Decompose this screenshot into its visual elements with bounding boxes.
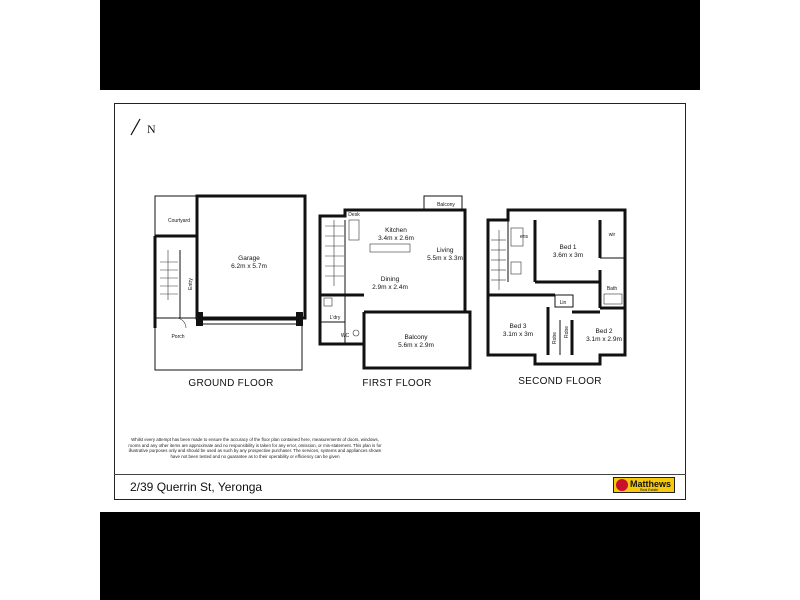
balcony-name-label: Balcony xyxy=(404,334,428,341)
bed1-name-label: Bed 1 xyxy=(559,244,577,251)
dining-dims-label: 2.9m x 2.4m xyxy=(372,284,408,291)
living-dims-label: 5.5m x 3.3m xyxy=(427,255,463,262)
second-floor-stairs xyxy=(491,230,506,290)
second-floor-plan xyxy=(488,210,625,387)
laundry-label: L'dry xyxy=(329,315,341,321)
top-balcony-label: Balcony xyxy=(437,202,455,208)
living-name-label: Living xyxy=(436,247,454,254)
courtyard-label: Courtyard xyxy=(168,218,190,224)
north-compass-icon xyxy=(131,119,156,136)
logo-name: Matthews xyxy=(630,479,672,489)
robe-left-label: Robe xyxy=(552,332,558,344)
porch-area xyxy=(155,318,302,370)
porch-label: Porch xyxy=(171,334,185,340)
second-floor-title: SECOND FLOOR xyxy=(518,376,602,387)
bath-label: Bath xyxy=(606,286,618,292)
kitchen-island xyxy=(370,244,410,252)
disclaimer-text: Whilst every attempt has been made to ensure the accuracy of the floor plan contained here, measurements of doors, windows, rooms and any other items are approximate and no responsibility is taken for any error, omission, or mis-statement. This plan is for illustrative purposes only and should be used as such by any prospective purchaser. The services, systems and appliances shown have not been tested and no guarantee as to their operability or efficiency can be given xyxy=(128,437,382,459)
wir-label: wir xyxy=(608,232,616,238)
garage-name-label: Garage xyxy=(238,255,260,262)
balcony-dims-label: 5.6m x 2.9m xyxy=(398,342,434,349)
wc-label: WC xyxy=(340,333,350,339)
courtyard-area xyxy=(155,196,197,236)
ground-floor-title: GROUND FLOOR xyxy=(188,378,274,389)
bed1-dims-label: 3.6m x 3m xyxy=(552,252,584,259)
robe-right-label: Robe xyxy=(564,326,570,338)
desk-label: Desk xyxy=(348,212,360,218)
first-floor-plan xyxy=(320,196,470,389)
kitchen-dims-label: 3.4m x 2.6m xyxy=(378,235,414,242)
agency-logo xyxy=(613,477,675,493)
bed3-name-label: Bed 3 xyxy=(509,323,527,330)
footer-divider xyxy=(114,474,686,475)
bed3-dims-label: 3.1m x 3m xyxy=(502,331,534,338)
first-floor-title: FIRST FLOOR xyxy=(362,378,432,389)
linen-label: Lin xyxy=(559,300,567,306)
compass-label: N xyxy=(147,122,156,136)
bed2-name-label: Bed 2 xyxy=(595,328,613,335)
first-floor-stairs xyxy=(325,220,344,286)
entry-label: Entry xyxy=(188,278,194,290)
logo-emblem-icon xyxy=(616,479,628,491)
ground-stairs xyxy=(160,250,178,300)
kitchen-name-label: Kitchen xyxy=(385,227,407,234)
ensuite-label: ens xyxy=(519,234,529,240)
garage-dims-label: 6.2m x 5.7m xyxy=(231,263,267,270)
logo-subtitle: Real Estate xyxy=(640,488,659,492)
ground-floor-plan xyxy=(155,196,305,389)
bed2-dims-label: 3.1m x 2.9m xyxy=(586,336,622,343)
dining-name-label: Dining xyxy=(380,276,400,283)
property-address: 2/39 Querrin St, Yeronga xyxy=(130,480,263,494)
